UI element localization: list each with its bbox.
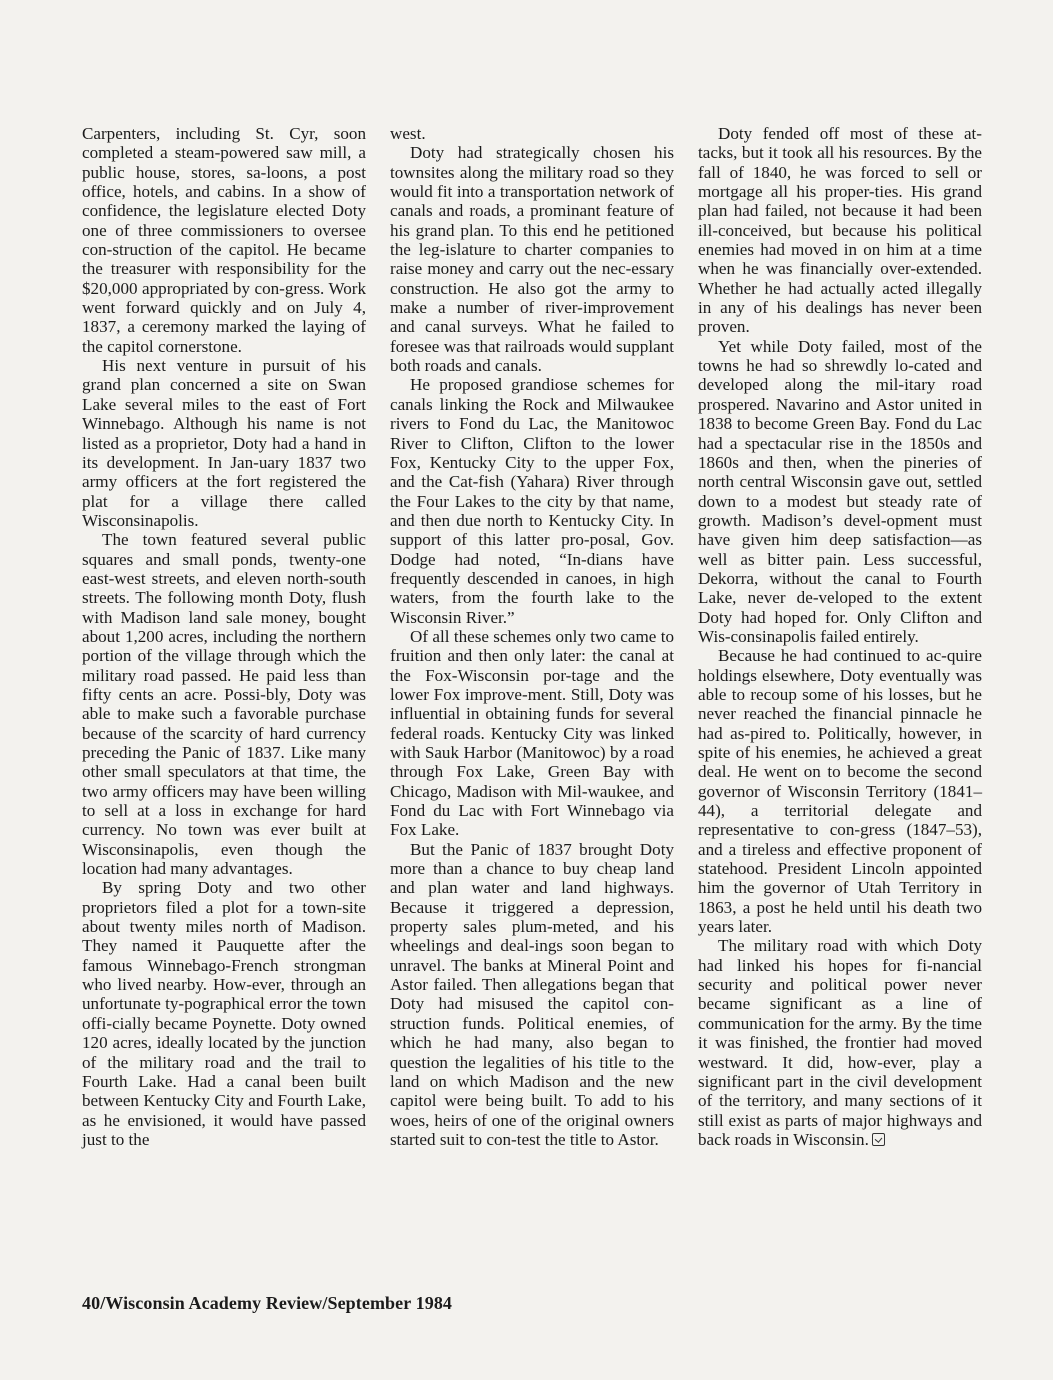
paragraph: Carpenters, including St. Cyr, soon completed a steam-powered saw mill, a public house, stores, sa-loons, a post office, hotels, and cabins. In a show of confidence, the legislature elected Doty one of three commissioners to oversee con-struction of the capitol. He became the treasurer with responsibility for the $20,000 appropriated by con-gress. Work went forward quickly and on July 4, 1837, a ceremony marked the laying of the capitol cornerstone.	[82, 124, 366, 356]
paragraph: By spring Doty and two other proprietors filed a plot for a town-site about twenty miles north of Madison. They named it Pauquette after the famous Winnebago-French strongman who lived nearby. How-ever, through an unfortunate ty-pographical error the town offi-cially became Poynette. Doty owned 120 acres, ideally located by the junction of the military road and the trail to Fourth Lake. Had a canal been built between Kentucky City and Fourth Lake, as he envisioned, it would have passed just to the	[82, 878, 366, 1149]
paragraph: The town featured several public squares and small ponds, twenty-one east-west streets, and eleven north-south streets. The following month Doty, flush with Madison land sale money, bought about 1,200 acres, including the northern portion of the village through which the military road passed. He paid less than fifty cents an acre. Possi-bly, Doty was able to make such a favorable purchase because of the scarcity of hard currency preceding the Panic of 1837. Like many other small speculators at that time, the two army officers may have been willing to sell at a loss in exchange for hard currency. No town was ever built at Wisconsinapolis, even though the location had many advantages.	[82, 530, 366, 879]
paragraph: Of all these schemes only two came to fruition and then only later: the canal at the Fox-Wisconsin por-tage and the lower Fox improve-ment. Still, Doty was influential in obtaining funds for several federal roads. Kentucky City was linked with Sauk Harbor (Manitowoc) by a road through Fox Lake, Green Bay with Chicago, Madison with Mil-waukee, and Fond du Lac with Fort Winnebago via Fox Lake.	[390, 626, 674, 840]
text-column-3	[698, 124, 982, 1149]
end-of-article-icon	[872, 1133, 885, 1146]
paragraph	[698, 936, 982, 1149]
text-column-2	[390, 124, 674, 1149]
paragraph: He proposed grandiose schemes for canals linking the Rock and Milwaukee rivers to Fond du Lac, the Manitowoc River to Clifton, Clifton to the lower Fox, Kentucky City to the upper Fox, and the Cat-fish (Yahara) River through the Four Lakes to the city by that name, and then due north to Kentucky City. In support of this latter pro-posal, Gov. Dodge had noted, “In-dians have frequently descended in canoes, in high waters, from the fourth lake to the Wisconsin River.”	[390, 375, 674, 627]
paragraph-text: The military road with which Doty had linked his hopes for fi-nancial security and political power never became significant as a line of communication for the army. By the time it was finished, the frontier had moved westward. It did, how-ever, play a significant part in the civil development of the territory, and many sections of it still exist as parts of major highways and back roads in Wisconsin.	[698, 936, 982, 1149]
paragraph: west.	[390, 124, 426, 143]
paragraph: Yet while Doty failed, most of the towns he had so shrewdly lo-cated and developed along the mil-itary road prospered. Navarino and Astor united in 1838 to become Green Bay. Fond du Lac had a spectacular rise in the 1850s and 1860s and then, when the pineries of north central Wisconsin gave out, settled down to a modest but steady rate of growth. Madison’s devel-opment must have given him deep satisfaction—as well as bitter pain. Less successful, Dekorra, without the canal to Fourth Lake, never de-veloped to the extent Doty had hoped for. Only Clifton and Wis-consinapolis failed entirely.	[698, 336, 982, 646]
paragraph: Because he had continued to ac-quire holdings elsewhere, Doty eventually was able to recoup some of his losses, but he never reached the financial pinnacle he had as-pired to. Politically, however, in spite of his enemies, he achieved a great deal. He went on to become the second governor of Wisconsin Territory (1841–44), a territorial delegate and representative to con-gress (1847–53), and a tireless and effective proponent of statehood. President Lincoln appointed him the governor of Utah Territory in 1863, a post he held until his death two years later.	[698, 646, 982, 937]
paragraph: Doty fended off most of these at-tacks, but it took all his resources. By the fall of 1840, he was forced to sell or mortgage all his proper-ties. His grand plan had failed, not because it had been ill-conceived, but because his political enemies had moved in on him at a time when he was financially over-extended. Whether he had actually acted illegally in any of his dealings has never been proven.	[698, 124, 982, 337]
page-footer: 40/Wisconsin Academy Review/September 1984	[82, 1293, 453, 1313]
paragraph: Doty had strategically chosen his townsites along the military road so they would fit into a transportation network of canals and roads, a prominant feature of his grand plan. To this end he petitioned the leg-islature to charter companies to raise money and carry out the nec-essary construction. He also got the army to make a number of river-improvement and canal surveys. What he failed to foresee was that railroads would supplant both roads and canals.	[390, 143, 674, 376]
paragraph: His next venture in pursuit of his grand plan concerned a site on Swan Lake several miles to the east of Fort Winnebago. Although his name is not listed as a proprietor, Doty had a hand in its development. In Jan-uary 1837 two army officers at the fort registered the plat for a village there called Wisconsinapolis.	[82, 356, 366, 530]
paragraph: But the Panic of 1837 brought Doty more than a chance to buy cheap land and plan water and land highways. Because it triggered a depression, property sales plum-meted, and his wheelings and deal-ings soon began to unravel. The banks at Mineral Point and Astor failed. Then allegations began that Doty had misused the capitol con-struction funds. Political enemies, of which he had many, also began to question the legalities of his title to the land on which Madison and the new capitol were being built. To add to his woes, heirs of one of the original owners started suit to con-test the title to Astor.	[390, 839, 674, 1149]
text-column-1	[82, 124, 366, 1149]
